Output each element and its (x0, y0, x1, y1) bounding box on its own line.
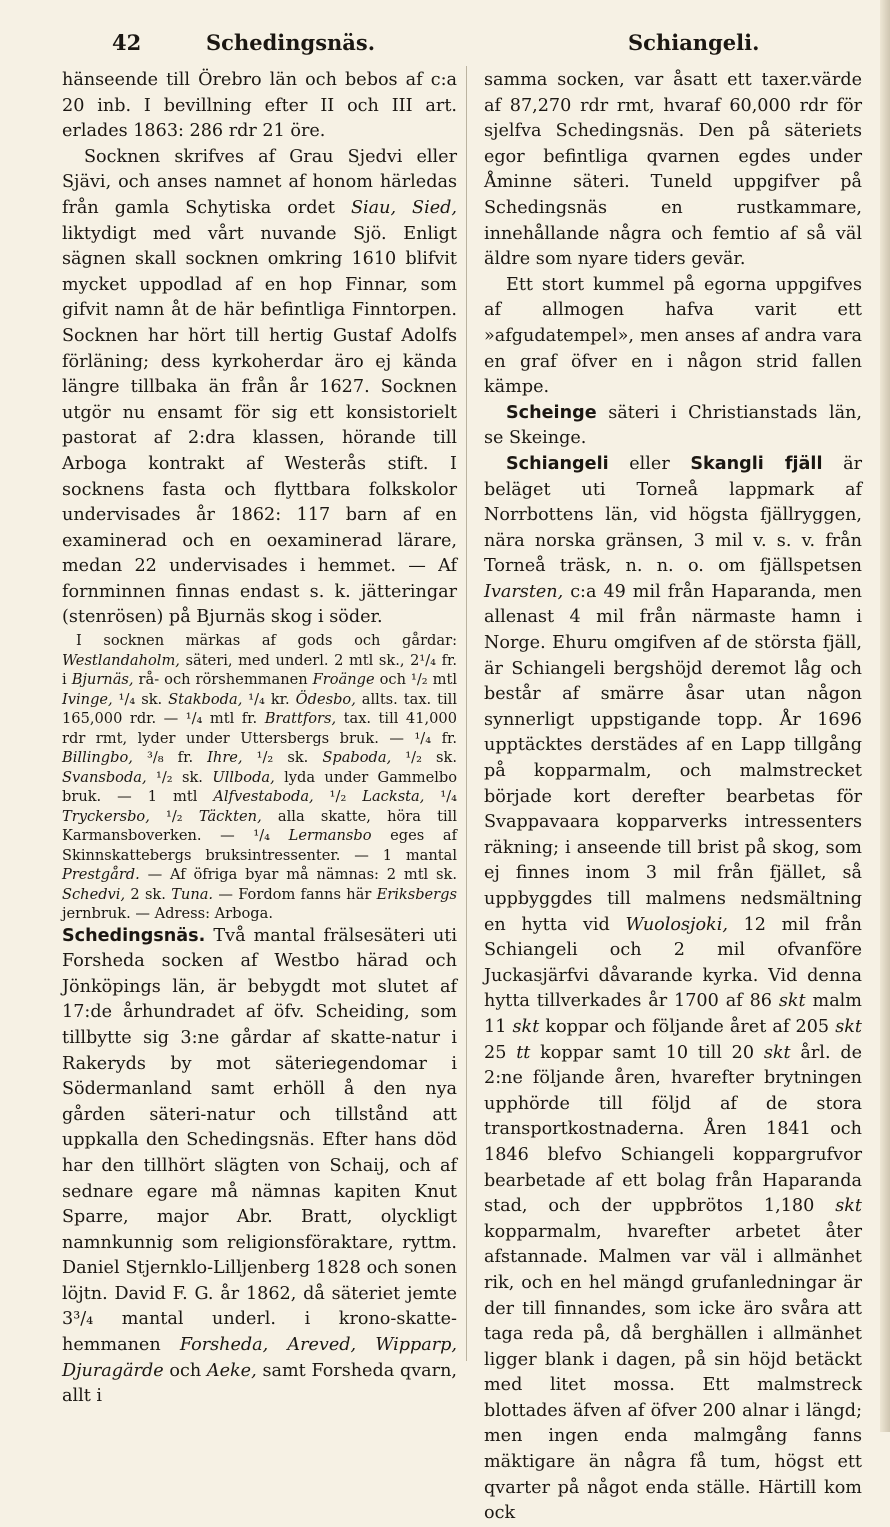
entry-heading: Skangli fjäll (690, 453, 823, 474)
entry-heading: Scheinge (506, 402, 597, 423)
entry-heading: Schedingsnäs. (62, 925, 206, 946)
paragraph: Ett stort kummel på egorna uppgifves af allmogen hafva varit ett »afgudatempel», men anses af andra vara en graf öfver en i någon strid fallen kämpe. (484, 274, 862, 398)
page-edge (880, 0, 890, 1432)
running-header (0, 30, 890, 60)
entry-paragraph: Schedingsnäs. Två mantal frälsesäteri uti Forsheda socken af Westbo härad och Jönköpings län, är bebygdt mot slutet af 17:de århundradet af öfv. Scheiding, som tillbytte sig 3:ne gårdar af skatte-natur i Rakeryds by mot säteriegendomar i Södermanland samt erhöll å den nya gården säteri-natur och tillstånd att uppkalla den Schedingsnäs. Efter hans död har den tillhört slägten von Schaij, och af sednare egare må nämnas kapiten Knut Sparre, major Abr. Bratt, olyckligt namnkunnig som religionsföraktare, ryttm. Daniel Stjernklo-Lilljenberg 1828 och sonen löjtn. David F. G. år 1862, då säteriet jemte 3³/₄ mantal underl. i krono-skatte-hemmanen Forsheda, Areved, Wipparp, Djuragärde och Aeke, samt Forsheda qvarn, allt i (62, 925, 457, 1407)
column-divider (466, 66, 469, 1361)
entry-paragraph: Scheinge säteri i Christianstads län, se Skeinge. (484, 402, 862, 449)
entry-paragraph: Schiangeli eller Skangli fjäll är beläget uti Torneå lappmark af Norrbottens län, vid högsta fjällryggen, nära norska gränsen, 3 mil v. s. v. från Torneå träsk, n. n. o. om fjällspetsen Ivarsten, c:a 49 mil från Haparanda, men allenast 4 mil från närmaste hamn i Norge. Ehuru omgifven af de största fjäll, är Schiangeli bergshöjd deremot låg och består af smärre åsar utan någon synnerligt uppstigande topp. År 1696 upptäcktes derstädes af en Lapp tillgång på kopparmalm, och malmstrecket började kort derefter bearbetas för Svappavaara kopparverks intressenters räkning; i anseende till brist på skog, som ej finnes inom 3 mil från fjället, så uppbyggdes till malmens nedsmältning en hytta vid Wuolosjoki, 12 mil från Schiangeli och 2 mil ofvanföre Juckasjärfvi dåvarande kyrka. Vid denna hytta tillverkades år 1700 af 86 skt malm 11 skt koppar och följande året af 205 skt 25 tt koppar samt 10 till 20 skt årl. de 2:ne följande åren, hvarefter brytningen upphörde till följd af de stora transportkostnaderna. Åren 1841 och 1846 blefvo Schiangeli koppargrufvor bearbetade af ett bolag från Haparanda stad, och der uppbrötos 1,180 skt kopparmalm, hvarefter arbetet åter afstannade. Malmen var väl i allmänhet rik, och en hel mängd grufanledningar är der till finnandes, som icke äro svåra att taga reda på, då berghällen i allmänhet ligger blank i dagen, på sin höjd betäckt med litet mossa. Ett malmstreck blottades äfven af öfver 200 alnar i längd; men ingen enda malmgång fanns mäktigare än några få tum, högst ett qvarter på något enda ställe. Härtill kom ock (484, 453, 863, 1524)
left-column (62, 68, 457, 1410)
paragraph: Socknen skrifves af Grau Sjedvi eller Sjävi, och anses namnet af honom härledas från gamla Schytiska ordet Siau, Sied, liktydigt med vårt nuvande Sjö. Enligt sägnen skall socknen omkring 1610 blifvit mycket uppodlad af en hop Finnar, som gifvit namn åt de här befintliga Finntorpen. Socknen har hört till hertig Gustaf Adolfs förläning; dess kyrkoherdar äro ej kända längre tillbaka än från år 1627. Socknen utgör nu ensamt för sig ett konsistorielt pastorat af 2:dra klassen, hörande till Arboga kontrakt af Westerås stift. I socknens fasta och flyttbara folkskolor undervisades år 1862: 117 barn af en examinerad och en oexaminerad lärare, medan 22 undervisades i hemmet. — Af fornminnen finnas endast s. k. jätteringar (stenrösen) på Bjurnäs skog i söder. (62, 146, 457, 628)
paragraph: samma socken, var åsatt ett taxer.värde af 87,270 rdr rmt, hvaraf 60,000 rdr för sjelfva Schedingsnäs. Den på säteriets egor befintliga qvarnen egdes under Åminne säteri. Tuneld uppgifver på Schedingsnäs en rustkammare, innehållande några och femtio af så väl äldre som nyare tiders gevär. (484, 70, 862, 270)
entry-heading: Schiangeli (506, 453, 609, 474)
page-number: 42 (112, 30, 142, 55)
paragraph: hänseende till Örebro län och bebos af c:a 20 inb. I bevillning efter II och III art. erlades 1863: 286 rdr 21 öre. (62, 70, 457, 142)
right-column (484, 68, 862, 1527)
header-right-title: Schiangeli. (628, 30, 760, 55)
small-print-paragraph: I socknen märkas af gods och gårdar: Westlandaholm, säteri, med underl. 2 mtl sk., 2¹/₄ fr. i Bjurnäs, rå- och rörshemmanen Froänge och ¹/₂ mtl Ivinge, ¹/₄ sk. Stakboda, ¹/₄ kr. Ödesbo, allts. tax. till 165,000 rdr. — ¹/₄ mtl fr. Brattfors, tax. till 41,000 rdr rmt, lyder under Uttersbergs bruk. — ¹/₄ fr. Billingbo, ³/₈ fr. Ihre, ¹/₂ sk. Spaboda, ¹/₂ sk. Svansboda, ¹/₂ sk. Ullboda, lyda under Gammelbo bruk. — 1 mtl Alfvestaboda, ¹/₂ Lacksta, ¹/₄ Tryckersbo, ¹/₂ Täckten, alla skatte, höra till Karmansboverken. — ¹/₄ Lermansbo eges af Skinnskattebergs bruksintressenter. — 1 mantal Prestgård. — Af öfriga byar må nämnas: 2 mtl sk. Schedvi, 2 sk. Tuna. — Fordom fanns här Eriksbergs jernbruk. — Adress: Arboga. (62, 632, 457, 923)
header-left-title: Schedingsnäs. (206, 30, 376, 55)
